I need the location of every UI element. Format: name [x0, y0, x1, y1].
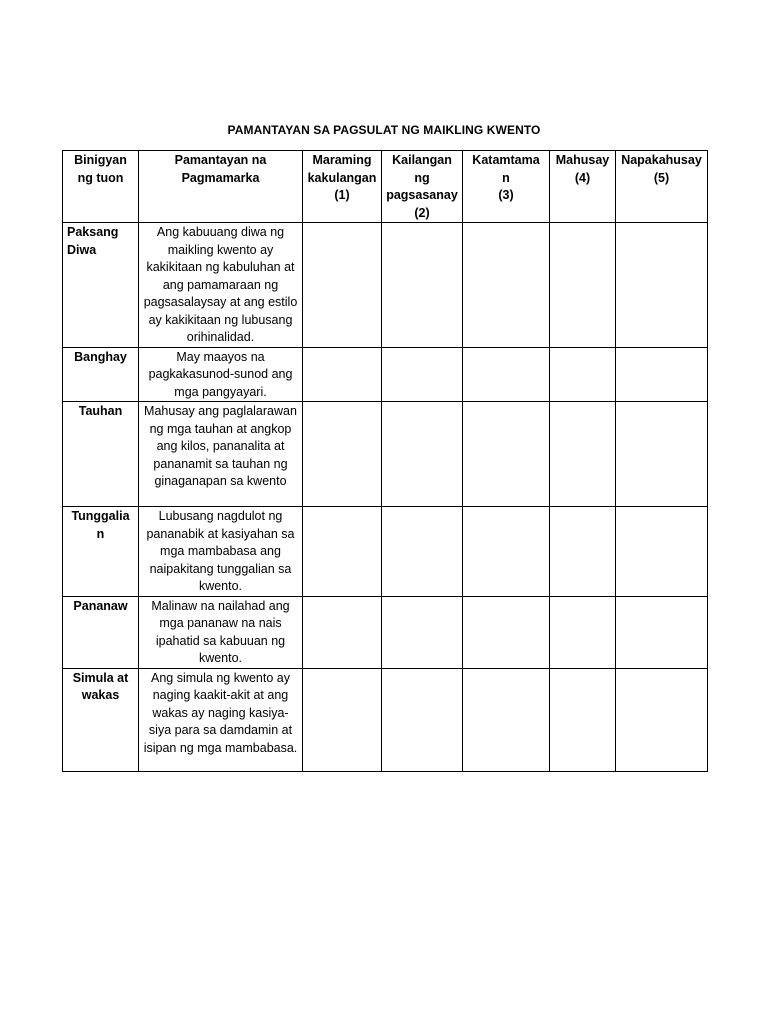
score-cell-5[interactable] [616, 507, 708, 597]
score-cell-1[interactable] [303, 668, 382, 771]
score-cell-5[interactable] [616, 596, 708, 668]
header-score-5: Napakahusay (5) [616, 151, 708, 223]
header-score-4: Mahusay (4) [550, 151, 616, 223]
score-cell-2[interactable] [382, 223, 463, 348]
score-cell-2[interactable] [382, 347, 463, 402]
score-cell-4[interactable] [550, 223, 616, 348]
score-cell-2[interactable] [382, 402, 463, 507]
header-row [63, 151, 708, 223]
score-cell-4[interactable] [550, 507, 616, 597]
rubric-table [62, 150, 708, 772]
score-cell-3[interactable] [463, 402, 550, 507]
table-row [63, 402, 708, 507]
score-cell-1[interactable] [303, 402, 382, 507]
criteria-cell: Mahusay ang paglalarawan ng mga tauhan at angkop ang kilos, pananalita at pananamit sa tauhan ng ginaganapan sa kwento [139, 402, 303, 507]
score-cell-3[interactable] [463, 347, 550, 402]
score-cell-3[interactable] [463, 223, 550, 348]
header-score-3: Katamtama n (3) [463, 151, 550, 223]
focus-cell: Pananaw [63, 596, 139, 668]
score-cell-4[interactable] [550, 347, 616, 402]
header-criteria: Pamantayan na Pagmamarka [139, 151, 303, 223]
header-focus: Binigyan ng tuon [63, 151, 139, 223]
focus-cell: Paksang Diwa [63, 223, 139, 348]
score-cell-3[interactable] [463, 507, 550, 597]
focus-cell: Simula at wakas [63, 668, 139, 771]
table-row [63, 507, 708, 597]
focus-cell: Tauhan [63, 402, 139, 507]
table-row [63, 347, 708, 402]
table-row [63, 223, 708, 348]
score-cell-5[interactable] [616, 347, 708, 402]
criteria-cell: Ang simula ng kwento ay naging kaakit-akit at ang wakas ay naging kasiya-siya para sa damdamin at isipan ng mga mambabasa. [139, 668, 303, 771]
score-cell-3[interactable] [463, 668, 550, 771]
table-row [63, 668, 708, 771]
document-title: PAMANTAYAN SA PAGSULAT NG MAIKLING KWENTO [227, 123, 541, 137]
score-cell-2[interactable] [382, 596, 463, 668]
score-cell-1[interactable] [303, 507, 382, 597]
criteria-cell: Ang kabuuang diwa ng maikling kwento ay kakikitaan ng kabuluhan at ang pamamaraan ng pagsasalaysay at ang estilo ay kakikitaan ng lubusang orihinalidad. [139, 223, 303, 348]
score-cell-3[interactable] [463, 596, 550, 668]
score-cell-5[interactable] [616, 402, 708, 507]
score-cell-2[interactable] [382, 507, 463, 597]
score-cell-1[interactable] [303, 596, 382, 668]
score-cell-2[interactable] [382, 668, 463, 771]
header-score-1: Maraming kakulangan (1) [303, 151, 382, 223]
focus-cell: Banghay [63, 347, 139, 402]
score-cell-4[interactable] [550, 596, 616, 668]
score-cell-1[interactable] [303, 347, 382, 402]
score-cell-4[interactable] [550, 402, 616, 507]
header-score-2: Kailangan ng pagsasanay (2) [382, 151, 463, 223]
score-cell-4[interactable] [550, 668, 616, 771]
criteria-cell: Malinaw na nailahad ang mga pananaw na nais ipahatid sa kabuuan ng kwento. [139, 596, 303, 668]
criteria-cell: May maayos na pagkakasunod-sunod ang mga pangyayari. [139, 347, 303, 402]
criteria-cell: Lubusang nagdulot ng pananabik at kasiyahan sa mga mambabasa ang naipakitang tunggalian sa kwento. [139, 507, 303, 597]
score-cell-5[interactable] [616, 668, 708, 771]
focus-cell: Tunggalia n [63, 507, 139, 597]
score-cell-5[interactable] [616, 223, 708, 348]
table-row [63, 596, 708, 668]
score-cell-1[interactable] [303, 223, 382, 348]
